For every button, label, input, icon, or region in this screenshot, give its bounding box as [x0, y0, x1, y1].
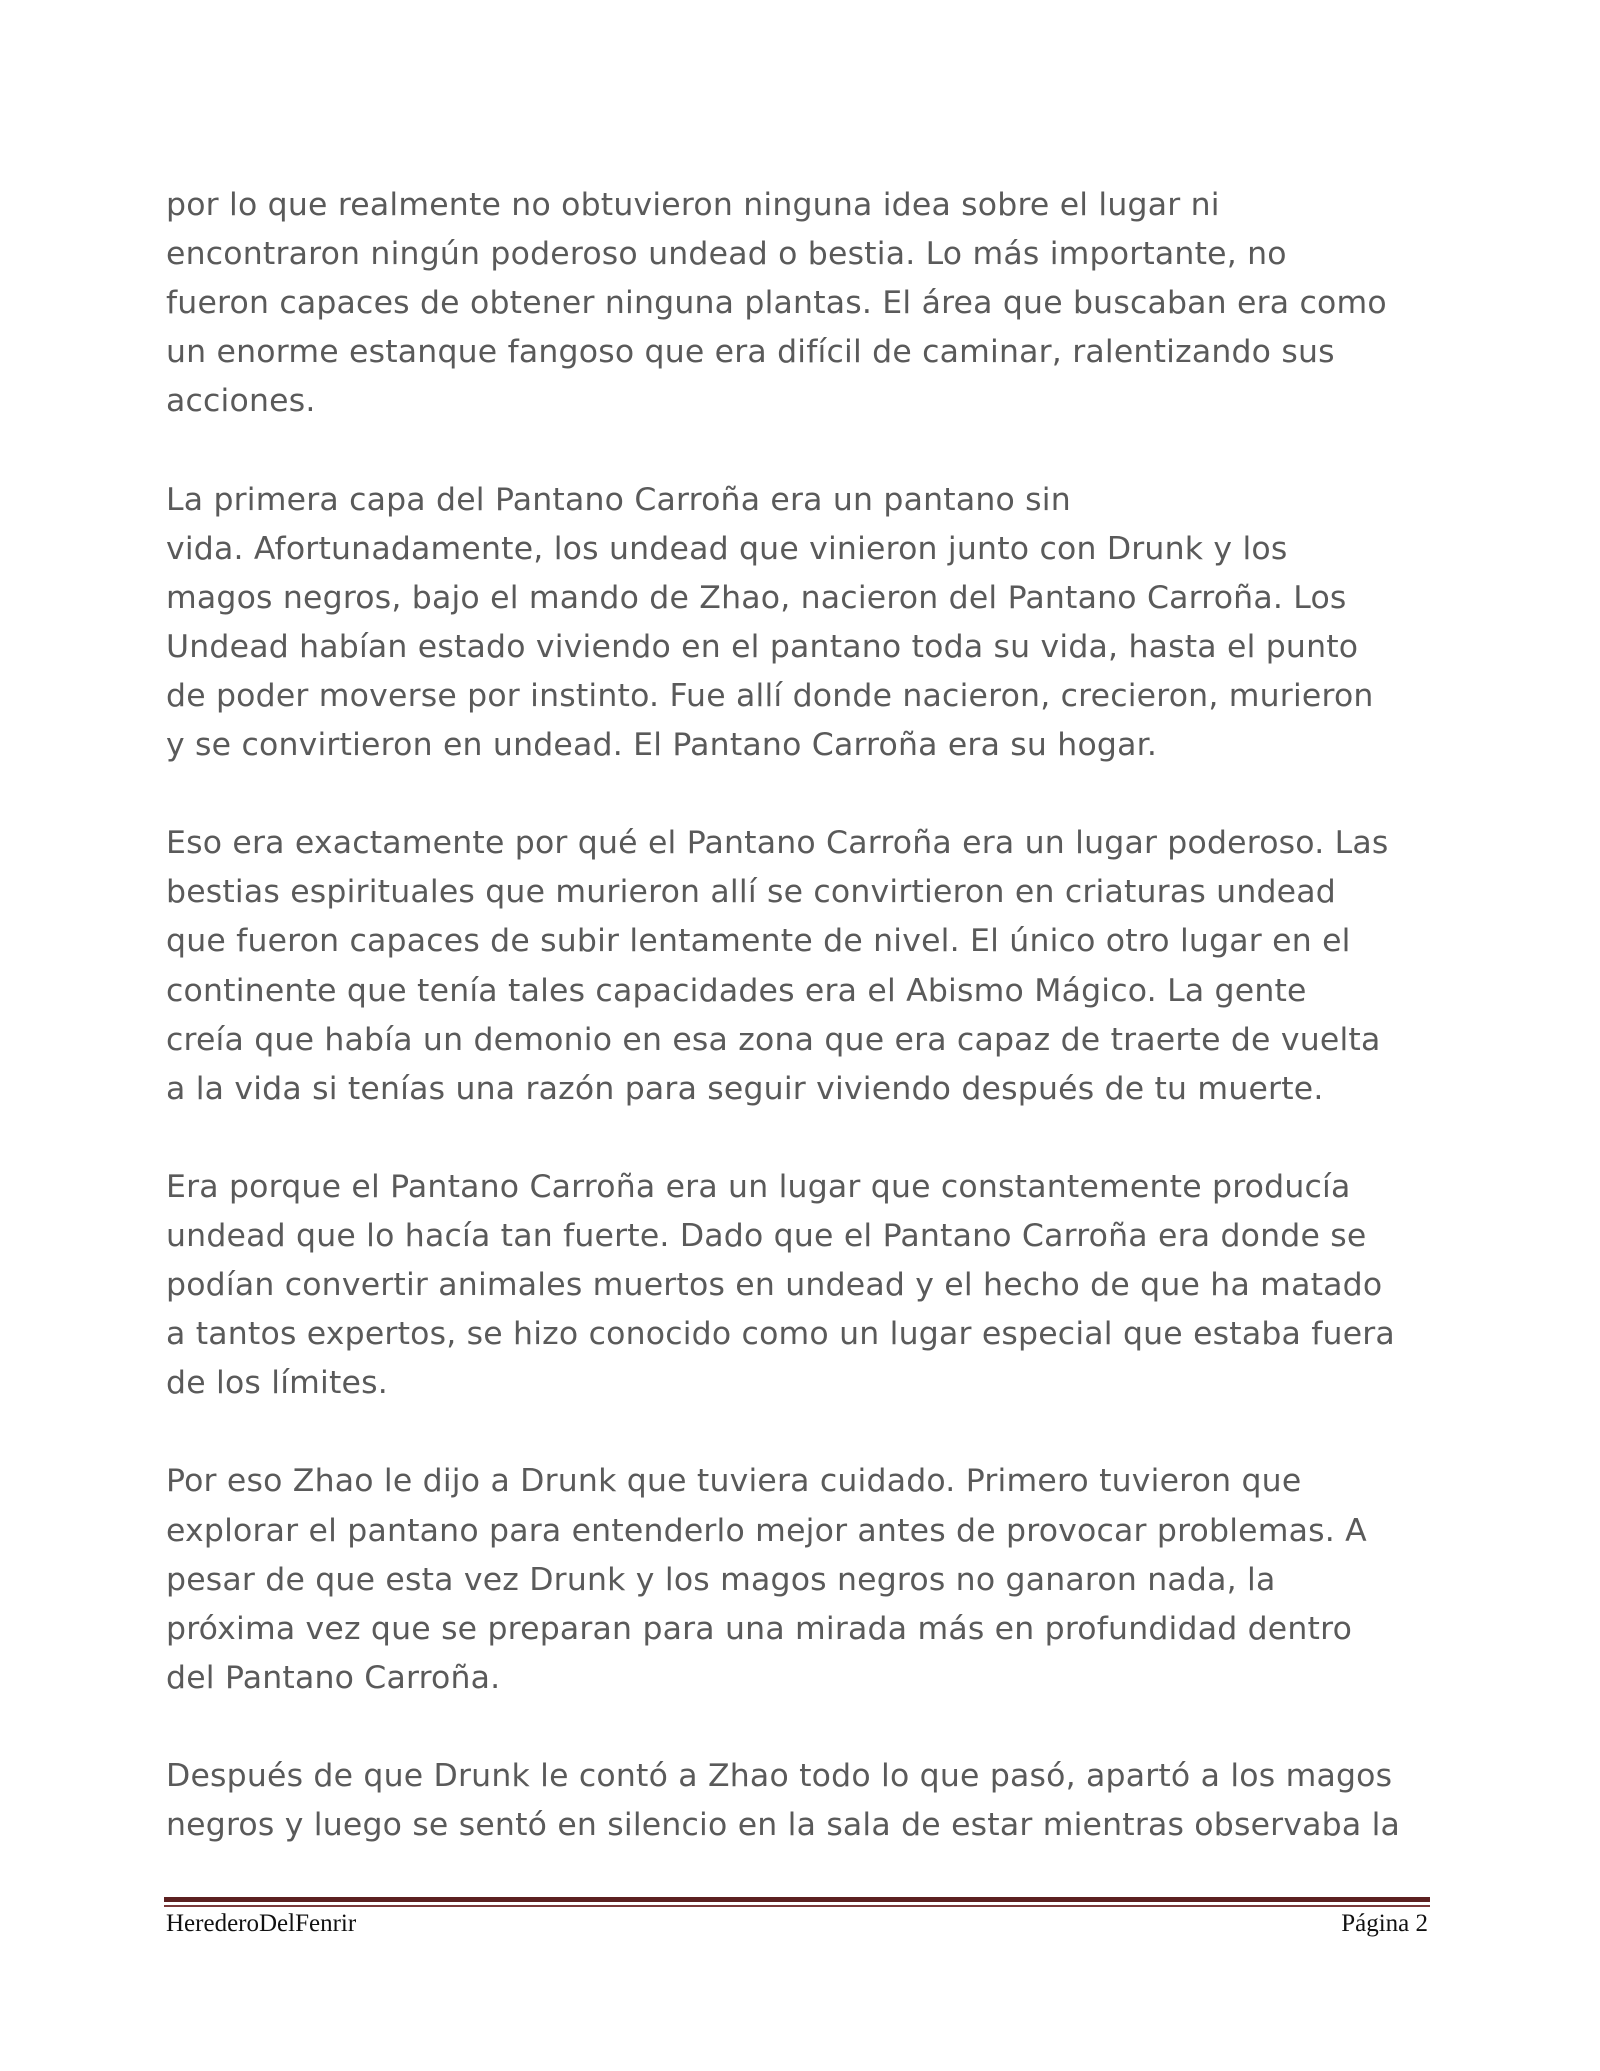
footer-divider-thin — [164, 1905, 1430, 1907]
footer-author: HerederoDelFenrir — [166, 1910, 357, 1937]
paragraph-3: Eso era exactamente por qué el Pantano Carroña era un lugar poderoso. Las bestias espirituales que murieron allí se convirtieron en criaturas undead que fueron capaces de subir lentamente de nivel. El único otro lugar en el continente que tenía tales capacidades era el Abismo Mágico. La gente creía que había un demonio en esa zona que era capaz de traerte de vuelta a la vida si tenías una razón para seguir viviendo después de tu muerte. — [166, 825, 1389, 1107]
paragraph-1: por lo que realmente no obtuvieron ninguna idea sobre el lugar ni encontraron ningún poderoso undead o bestia. Lo más importante, no fueron capaces de obtener ninguna plantas. El área que buscaban era como un enorme estanque fangoso que era difícil de caminar, ralentizando sus acciones. — [166, 187, 1387, 420]
paragraph-6: Después de que Drunk le contó a Zhao todo lo que pasó, apartó a los magos negros y luego se sentó en silencio en la sala de estar mientras observaba la — [166, 1758, 1401, 1844]
footer-divider — [164, 1897, 1430, 1902]
page-footer — [166, 1910, 1428, 1938]
paragraph-5: Por eso Zhao le dijo a Drunk que tuviera cuidado. Primero tuvieron que explorar el pantano para entenderlo mejor antes de provocar problemas. A pesar de que esta vez Drunk y los magos negros no ganaron nada, la próxima vez que se preparan para una mirada más en profundidad dentro del Pantano Carroña. — [166, 1463, 1367, 1696]
body-text — [166, 181, 1456, 1899]
paragraph-2: La primera capa del Pantano Carroña era un pantano sin vida. Afortunadamente, los undead que vinieron junto con Drunk y los magos negros, bajo el mando de Zhao, nacieron del Pantano Carroña. Los Undead habían estado viviendo en el pantano toda su vida, hasta el punto de poder moverse por instinto. Fue allí donde nacieron, crecieron, murieron y se convirtieron en undead. El Pantano Carroña era su hogar. — [166, 481, 1374, 764]
paragraph-4: Era porque el Pantano Carroña era un lugar que constantemente producía undead que lo hacía tan fuerte. Dado que el Pantano Carroña era donde se podían convertir animales muertos en undead y el hecho de que ha matado a tantos expertos, se hizo conocido como un lugar especial que estaba fuera de los límites. — [166, 1168, 1395, 1402]
footer-page-number: Página 2 — [1341, 1910, 1428, 1937]
